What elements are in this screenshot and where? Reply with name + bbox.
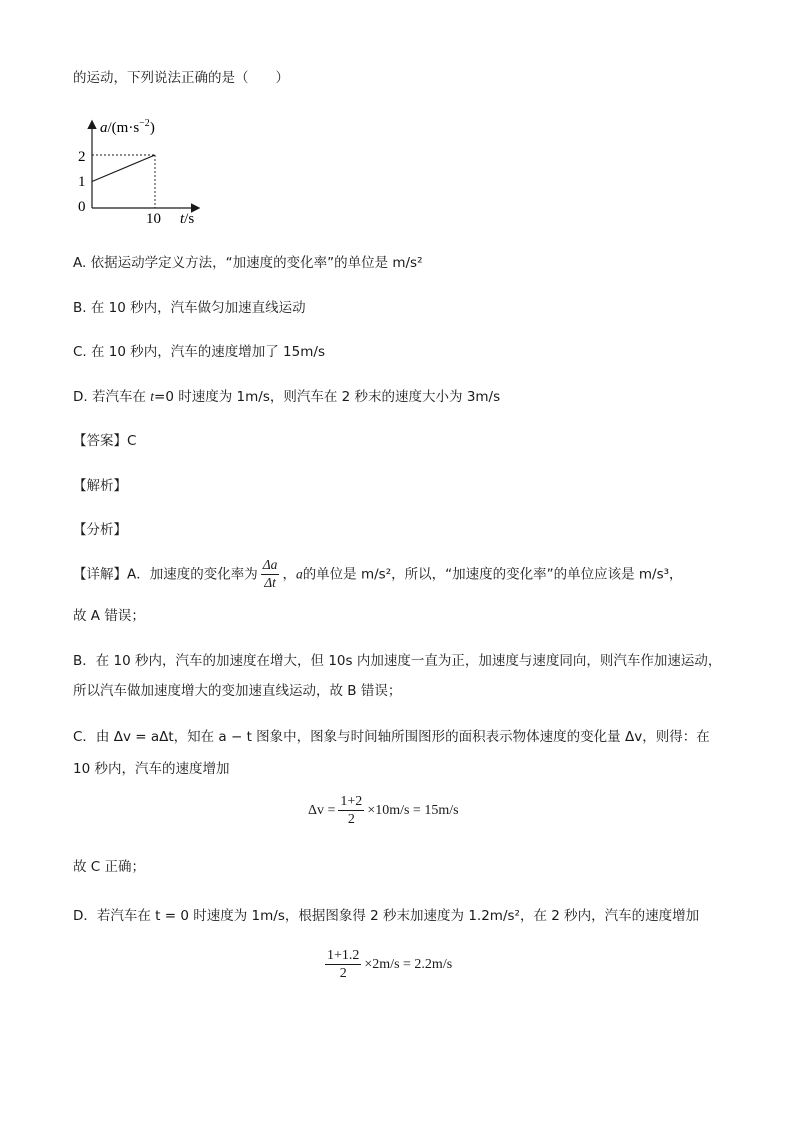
- option-a: A. 依据运动学定义方法，“加速度的变化率”的单位是 m/s²: [73, 255, 423, 271]
- detail-label: 【详解】: [73, 566, 127, 583]
- answer-line: [73, 429, 136, 449]
- detail-c-line1: C．由 Δv = aΔt，知在 a − t 图象中，图象与时间轴所围图形的面积表示物体速度的变化量 Δv，则得：在: [73, 729, 710, 745]
- y-axis-label: $a/(m\cdot s^{-2})$: [100, 118, 155, 136]
- detail-b-line2: 所以汽车做加速度增大的变加速直线运动，故 B 错误；: [73, 683, 402, 699]
- acceleration-time-graph: [70, 110, 220, 230]
- detail-c-line3: 故 C 正确；: [73, 859, 146, 875]
- origin-label: 0: [78, 199, 86, 215]
- fenxi-label: 【分析】: [73, 522, 127, 538]
- detail-c-line2: 10 秒内，汽车的速度增加: [73, 761, 230, 777]
- y-tick-2: 2: [78, 149, 86, 165]
- detail-c-equation: Δv = $\frac{1+2}{2}$ ×10m/s = 15m/s: [308, 794, 459, 828]
- detail-d-equation: $\frac{1+1.2}{2}$ ×2m/s = 2.2m/s: [327, 948, 453, 982]
- option-c: C. 在 10 秒内，汽车的速度增加了 15m/s: [73, 344, 325, 360]
- detail-a-line1: 【详解】A．加速度的变化率为 $\frac{\Delta a}{\Delta t}$ ，a的单位是 m/s²，所以，“加速度的变化率”的单位应该是 m/s³，: [73, 557, 683, 590]
- x-tick-10: 10: [146, 211, 161, 227]
- question-stem-tail: 的运动，下列说法正确的是（ ）: [73, 70, 289, 86]
- option-d: D. 若汽车在 t=0 时速度为 1m/s，则汽车在 2 秒末的速度大小为 3m/s: [73, 389, 501, 405]
- rate-fraction: $\frac{\Delta a}{\Delta t}$: [262, 557, 278, 590]
- detail-d-line1: D．若汽车在 t = 0 时速度为 1m/s，根据图象得 2 秒末加速度为 1.2m/s²，在 2 秒内，汽车的速度增加: [73, 908, 700, 924]
- detail-b-line1: B．在 10 秒内，汽车的加速度在增大，但 10s 内加速度一直为正，加速度与速度同向，则汽车作加速运动，: [73, 653, 722, 669]
- answer-label: 【答案】: [73, 433, 127, 449]
- y-tick-1: 1: [78, 174, 86, 190]
- answer-value: C: [127, 433, 137, 449]
- x-axis-label: t/s: [180, 211, 195, 227]
- option-b: B. 在 10 秒内，汽车做匀加速直线运动: [73, 300, 306, 316]
- detail-a-line2: 故 A 错误；: [73, 608, 145, 624]
- analysis-label: 【解析】: [73, 478, 127, 494]
- acceleration-line: [92, 155, 155, 182]
